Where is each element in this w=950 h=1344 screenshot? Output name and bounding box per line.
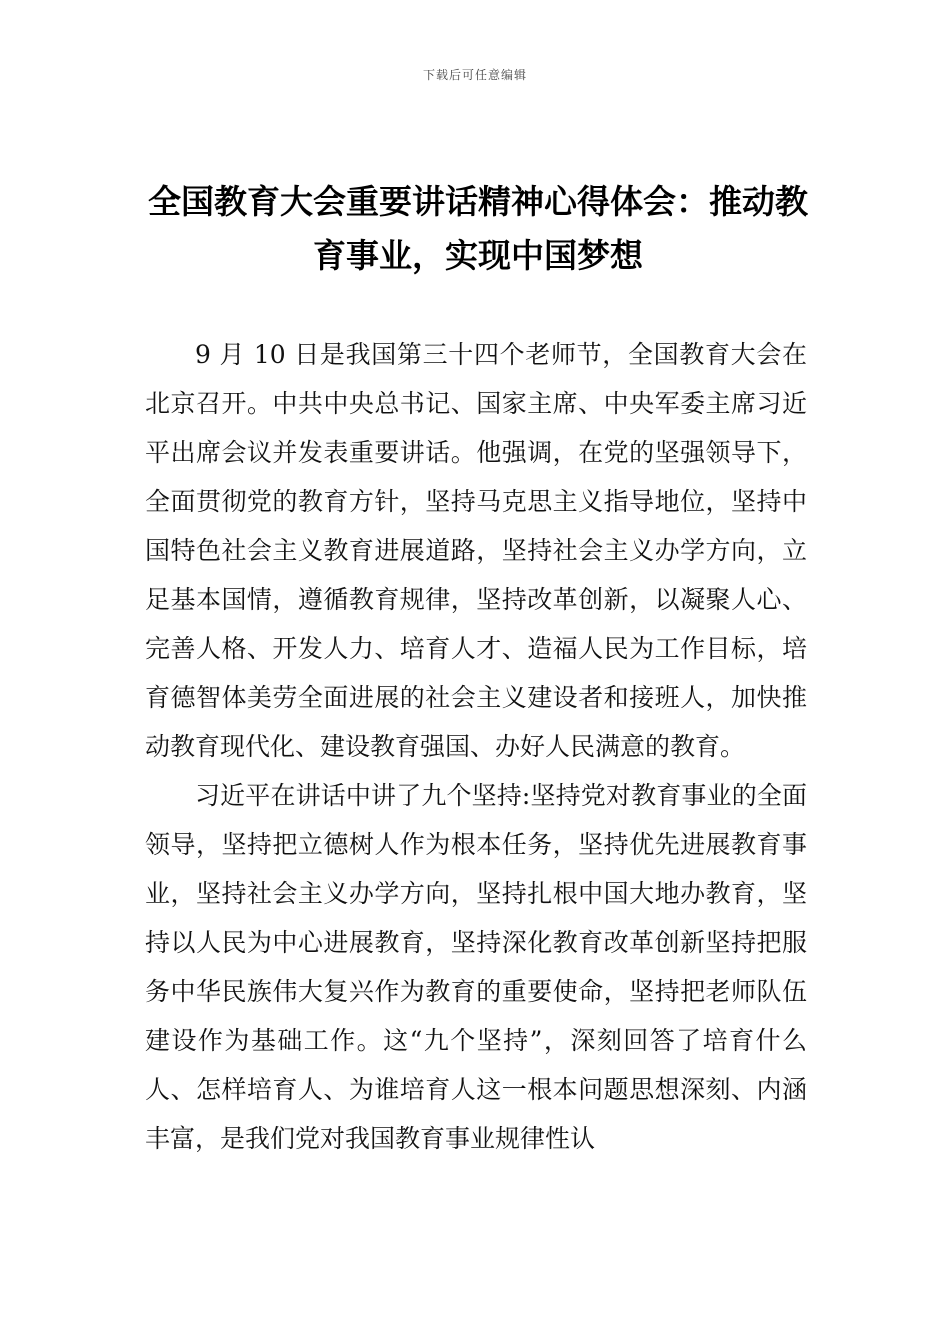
paragraph-1: 9 月 10 日是我国第三十四个老师节，全国教育大会在北京召开。中共中央总书记、国家主席、中央军委主席习近平出席会议并发表重要讲话。他强调，在党的坚强领导下，全面贯彻党的教育方针，坚持马克思主义指导地位，坚持中国特色社会主义教育进展道路，坚持社会主义办学方向，立足基本国情，遵循教育规律，坚持改革创新，以凝聚人心、完善人格、开发人力、培育人才、造福人民为工作目标，培育德智体美劳全面进展的社会主义建设者和接班人，加快推动教育现代化、建设教育强国、办好人民满意的教育。 <box>145 340 807 761</box>
document-body <box>145 330 807 1163</box>
document-title: 全国教育大会重要讲话精神心得体会：推动教育事业，实现中国梦想 <box>148 182 808 275</box>
header-note: 下载后可任意编辑 <box>422 68 527 82</box>
paragraph-2: 习近平在讲话中讲了九个坚持:坚持党对教育事业的全面领导，坚持把立德树人作为根本任务，坚持优先进展教育事业，坚持社会主义办学方向，坚持扎根中国大地办教育，坚持以人民为中心进展教育，坚持深化教育改革创新坚持把服务中华民族伟大复兴作为教育的重要使命，坚持把老师队伍建设作为基础工作。这“九个坚持”，深刻回答了培育什么人、怎样培育人、为谁培育人这一根本问题思想深刻、内涵丰富，是我们党对我国教育事业规律性认 <box>145 781 807 1153</box>
